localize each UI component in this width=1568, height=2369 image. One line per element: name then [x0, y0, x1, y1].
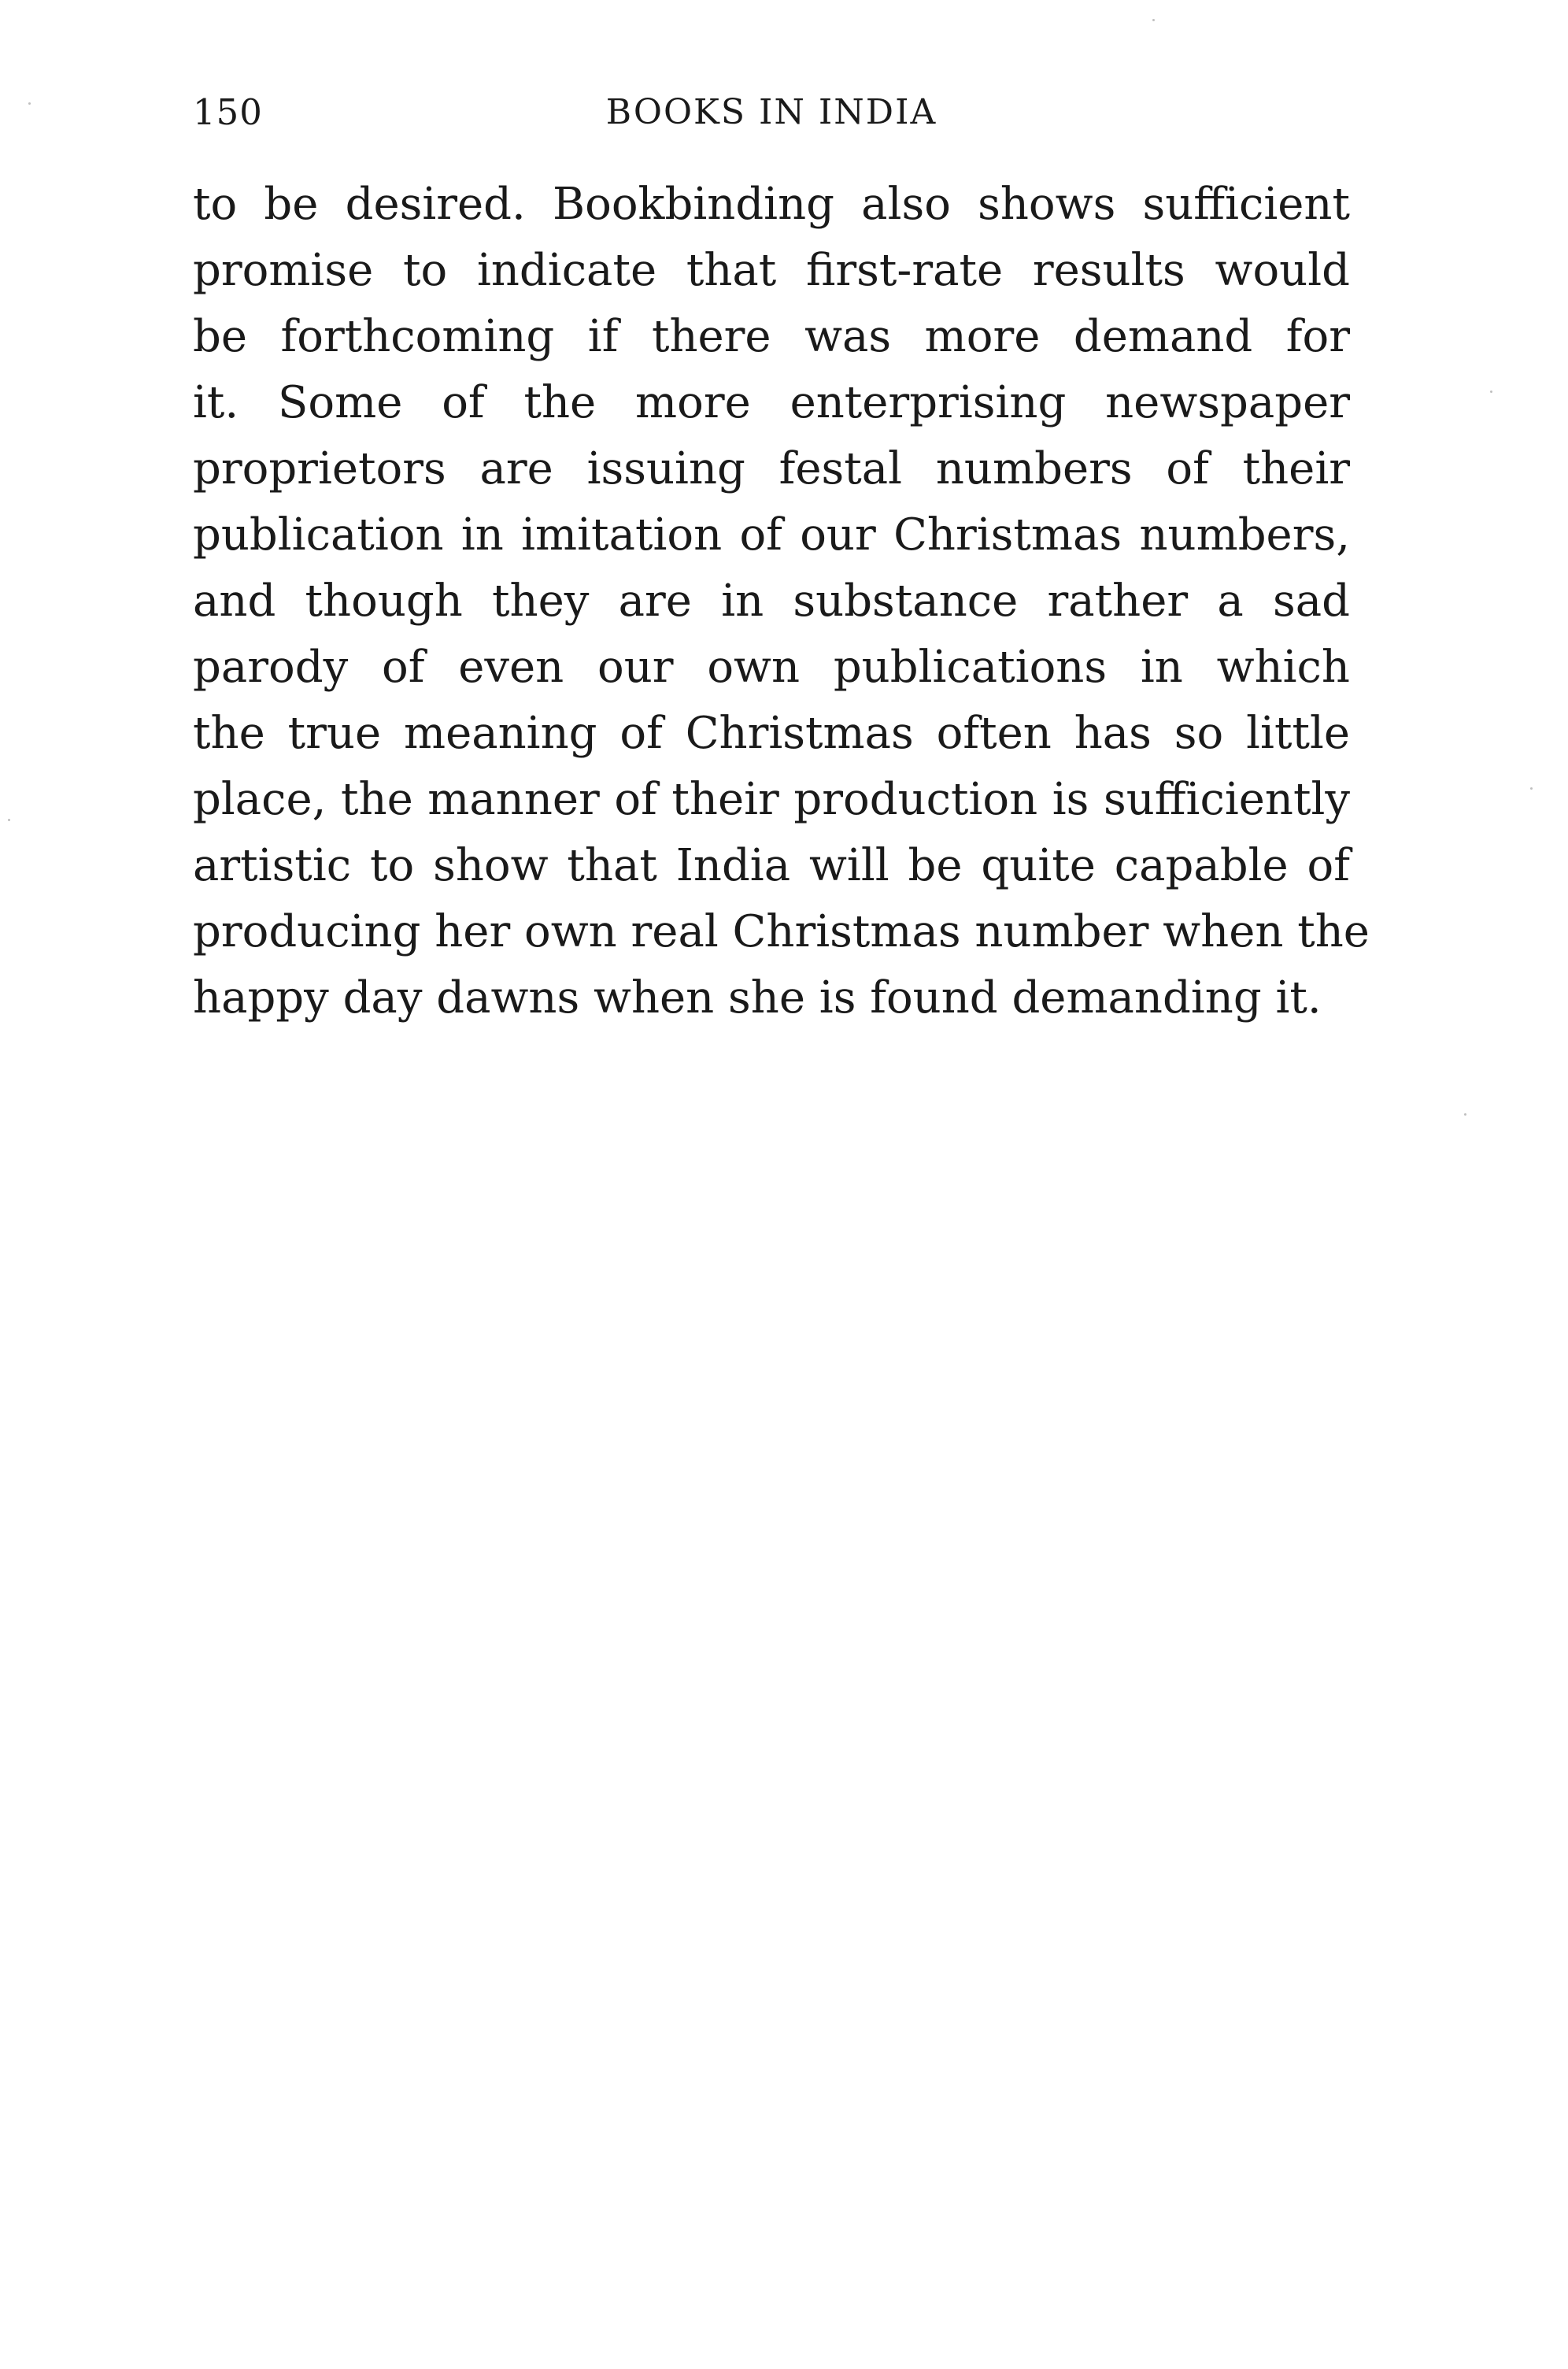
text-line-1: to be desired. Bookbinding also shows sufficient: [193, 179, 1350, 230]
running-head: [193, 85, 1350, 140]
text-line-9: the true meaning of Christmas often has so little: [193, 708, 1350, 759]
scan-speck: [1464, 1113, 1466, 1116]
text-line-13: happy day dawns when she is found demanding it.: [193, 972, 1322, 1023]
page-number: 150: [193, 91, 263, 133]
scan-speck: [1152, 19, 1155, 21]
body-paragraph: [193, 172, 1370, 1031]
text-line-12: producing her own real Christmas number when the: [193, 906, 1370, 957]
text-line-10: place, the manner of their production is sufficiently: [193, 774, 1350, 825]
text-line-4: it. Some of the more enterprising newspaper: [193, 377, 1350, 428]
text-line-3: be forthcoming if there was more demand for: [193, 311, 1350, 362]
text-line-2: promise to indicate that first-rate results would: [193, 245, 1350, 296]
scan-speck: [8, 819, 10, 821]
running-title: BOOKS IN INDIA: [605, 92, 937, 132]
text-line-7: and though they are in substance rather a sad: [193, 576, 1350, 627]
scan-speck: [1490, 391, 1492, 393]
text-line-11: artistic to show that India will be quite capable of: [193, 840, 1350, 891]
text-line-6: publication in imitation of our Christmas numbers,: [193, 509, 1350, 561]
text-line-8: parody of even our own publications in which: [193, 642, 1350, 693]
scan-speck: [28, 102, 31, 105]
text-line-5: proprietors are issuing festal numbers of their: [193, 443, 1350, 494]
scan-speck: [1530, 787, 1533, 790]
